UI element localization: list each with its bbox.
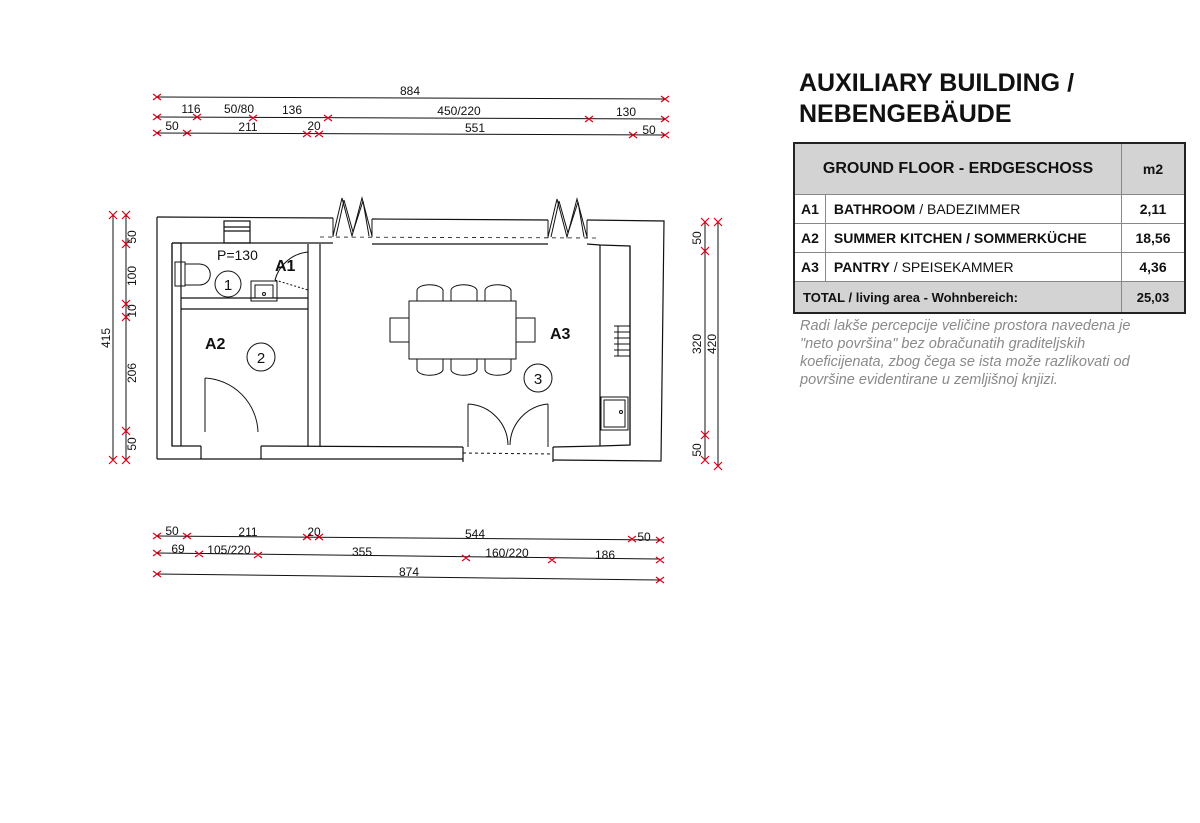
room-number-3-text: 3: [533, 371, 543, 388]
sink-icon: [251, 281, 277, 301]
row-name: PANTRY / SPEISEKAMMER: [825, 253, 1121, 282]
top-opening-dashes: [320, 237, 600, 290]
dim-bot-r1-2: 211: [238, 525, 258, 539]
total-label: TOTAL / living area - Wohnbereich:: [794, 282, 1122, 314]
dim-top-r2-4: 450/220: [437, 104, 481, 118]
table-header-floor: GROUND FLOOR - ERDGESCHOSS: [794, 143, 1122, 195]
dim-right-1: 50: [690, 231, 704, 245]
dim-bot-r2-1: 69: [171, 542, 185, 556]
row-value: 18,56: [1122, 224, 1186, 253]
table-header-row: [794, 143, 1185, 195]
window-note: P=130: [217, 247, 258, 263]
dim-right-3: 50: [690, 443, 704, 457]
table-total-row: [794, 282, 1185, 314]
dim-bot-r2-2: 105/220: [207, 543, 251, 557]
row-value: 2,11: [1122, 195, 1186, 224]
room-number-1: [215, 271, 241, 297]
toilet-icon: [175, 262, 210, 286]
row-code: A3: [794, 253, 825, 282]
dim-left-overall: 415: [99, 327, 113, 349]
dim-bot-r1-5: 50: [637, 530, 651, 544]
table-row: [794, 224, 1185, 253]
kitchen-sink-icon: [601, 397, 628, 430]
dim-left-1: 50: [125, 230, 139, 244]
dim-top-r3-4: 551: [464, 121, 486, 135]
dim-top-r2-3: 136: [281, 103, 303, 117]
dim-right-overall: 420: [705, 333, 719, 355]
title-line-1: AUXILIARY BUILDING /: [799, 69, 1075, 97]
folding-window-left: [333, 198, 372, 237]
left-dimension-lines: [113, 215, 126, 460]
room-label-a3: A3: [550, 326, 571, 343]
row-code: A2: [794, 224, 825, 253]
dim-top-r2-2: 50/80: [223, 102, 255, 116]
dim-top-r3-5: 50: [642, 123, 656, 137]
dim-bot-r2-3: 355: [351, 545, 373, 559]
dim-bot-r2-5: 186: [594, 548, 616, 562]
title-line-2: NEBENGEBÄUDE: [799, 100, 1012, 128]
dim-bot-overall: 874: [398, 565, 420, 579]
dim-top-r3-2: 211: [238, 120, 258, 134]
dim-left-3: 10: [125, 304, 139, 318]
dim-top-r2-1: 116: [181, 102, 201, 116]
dim-bot-r1-3: 20: [307, 525, 321, 539]
dim-top-r2-5: 130: [615, 105, 637, 119]
table-row: [794, 195, 1185, 224]
dim-left-5: 50: [125, 437, 139, 451]
room-number-2-text: 2: [256, 350, 266, 367]
door-a3: [463, 404, 553, 454]
dim-left-2: 100: [125, 265, 139, 287]
room-label-a2: A2: [205, 336, 226, 353]
dim-left-4: 206: [125, 362, 139, 384]
kitchen-counter: [601, 326, 630, 430]
room-number-2: [247, 343, 275, 371]
dim-bot-r2-4: 160/220: [485, 546, 529, 560]
dining-table: [390, 285, 535, 376]
row-code: A1: [794, 195, 825, 224]
row-name: SUMMER KITCHEN / SOMMERKÜCHE: [825, 224, 1121, 253]
dim-right-2: 320: [690, 333, 704, 355]
dim-top-r3-1: 50: [165, 119, 179, 133]
door-a2: [205, 378, 258, 432]
dim-top-overall: 884: [399, 84, 421, 98]
folding-window-right: [548, 199, 587, 238]
room-number-3: [524, 364, 552, 392]
total-value: 25,03: [1122, 282, 1186, 314]
dim-bot-r1-1: 50: [165, 524, 179, 538]
table-row: [794, 253, 1185, 282]
stove-icon: [614, 326, 630, 356]
row-value: 4,36: [1122, 253, 1186, 282]
room-number-1-text: 1: [223, 277, 233, 294]
area-table: [793, 142, 1186, 314]
dim-bot-r1-4: 544: [464, 527, 486, 541]
area-disclaimer-note: Radi lakše percepcije veličine prostora navedena je "neto površina" bez obračunatih graditeljskih koeficijenata, zbog čega se ista može razlikovati od površine evidentirane u zemljišnoj knjizi.: [800, 318, 1131, 388]
table-header-unit: m2: [1122, 143, 1186, 195]
page-title: [799, 68, 1074, 130]
row-name: BATHROOM / BADEZIMMER: [825, 195, 1121, 224]
dim-top-r3-3: 20: [307, 119, 321, 133]
room-label-a1: A1: [275, 258, 296, 275]
